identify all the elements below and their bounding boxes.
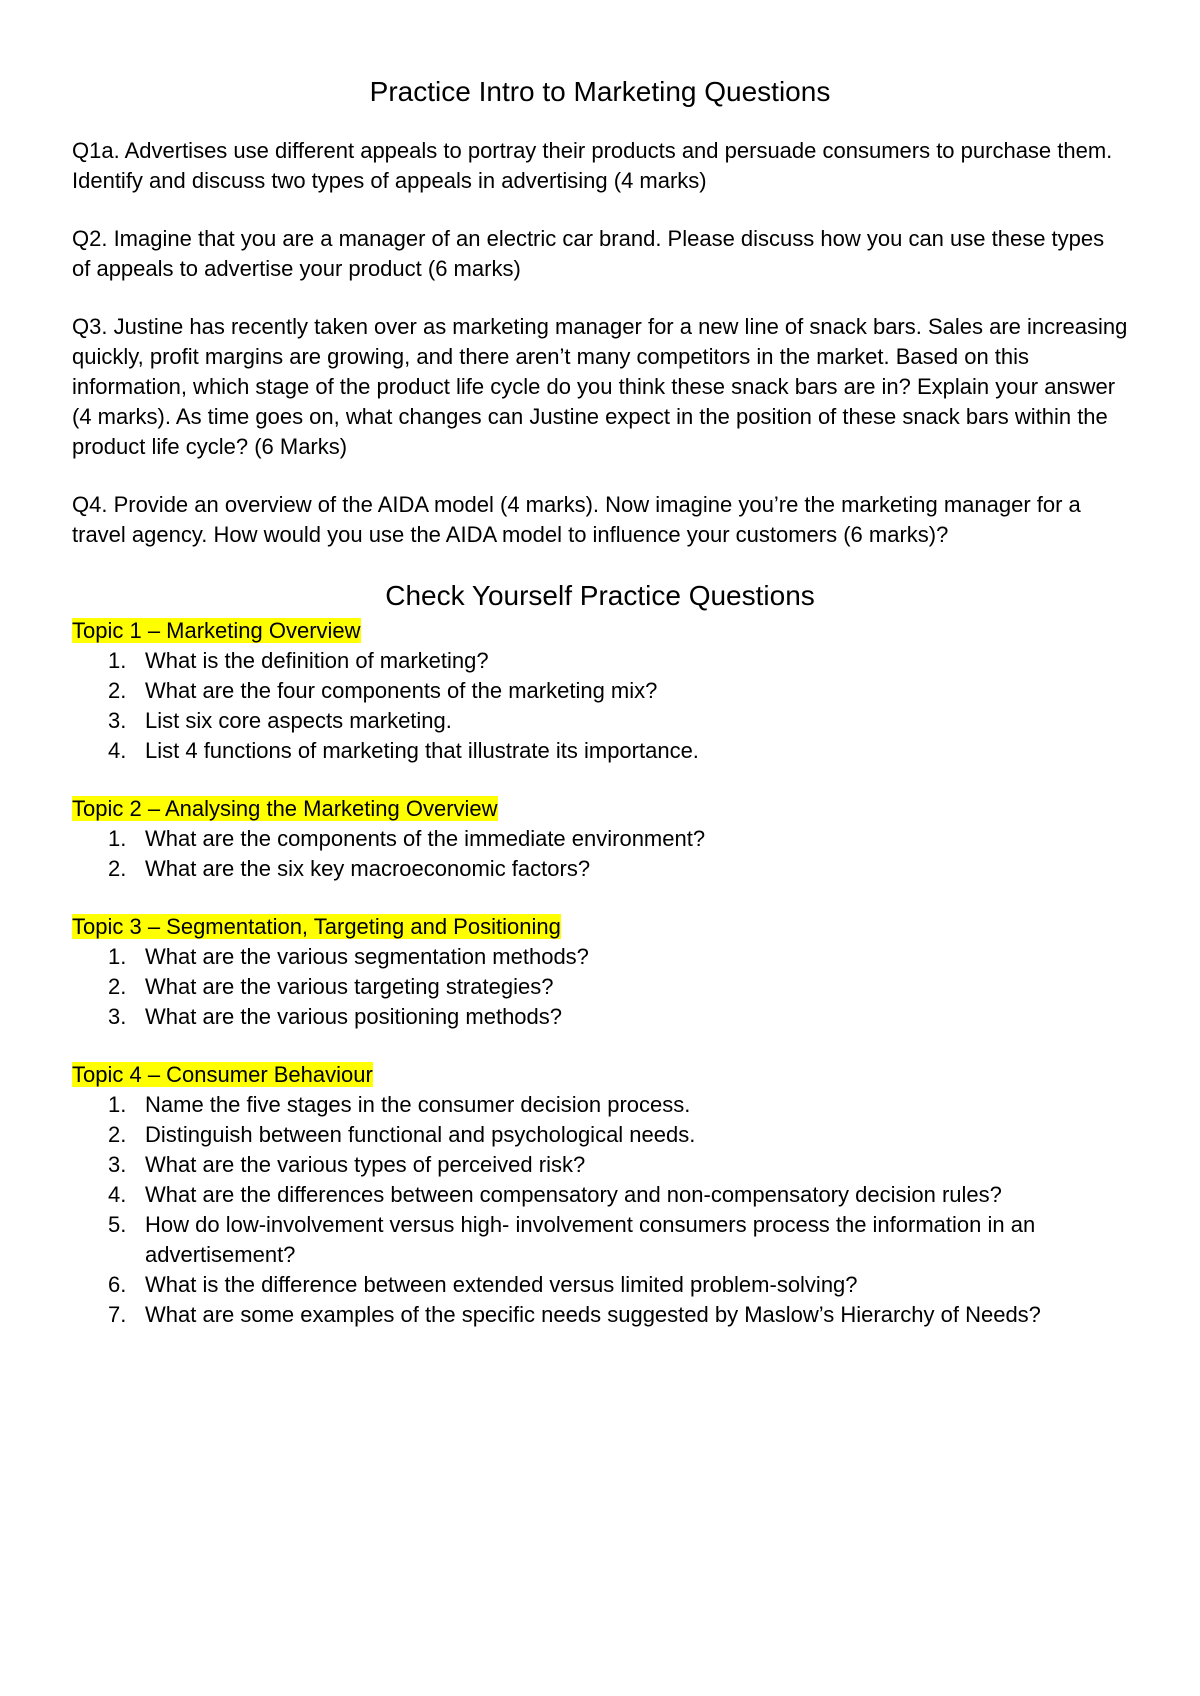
topic-3 bbox=[72, 912, 1128, 1032]
list-text: What are the various types of perceived risk? bbox=[145, 1152, 586, 1177]
list-text: What are some examples of the specific needs suggested by Maslow’s Hierarchy of Needs? bbox=[145, 1302, 1041, 1327]
question-q2: Q2. Imagine that you are a manager of an electric car brand. Please discuss how you can use these types of appeals to advertise your product (6 marks) bbox=[72, 226, 1105, 281]
list-number: 3. bbox=[108, 1152, 127, 1177]
list-number: 1. bbox=[108, 826, 127, 851]
topic-2 bbox=[72, 794, 1128, 884]
list-text: What is the difference between extended versus limited problem-solving? bbox=[145, 1272, 858, 1297]
list-text: List 4 functions of marketing that illustrate its importance. bbox=[145, 738, 699, 763]
list-number: 3. bbox=[108, 708, 127, 733]
topic-title bbox=[72, 616, 361, 646]
list-item bbox=[72, 972, 1128, 1002]
list-text: What are the various targeting strategies? bbox=[145, 974, 554, 999]
list-number: 1. bbox=[108, 944, 127, 969]
topic-title bbox=[72, 794, 498, 824]
list-item bbox=[72, 824, 1128, 854]
list-number: 2. bbox=[108, 678, 127, 703]
list-number: 2. bbox=[108, 974, 127, 999]
list-item bbox=[72, 1090, 1128, 1120]
list-number: 2. bbox=[108, 856, 127, 881]
list-text: What are the differences between compensatory and non-compensatory decision rules? bbox=[145, 1182, 1002, 1207]
list-number: 7. bbox=[108, 1302, 127, 1327]
list-item bbox=[72, 1180, 1128, 1210]
topic-4 bbox=[72, 1060, 1128, 1330]
question-q4: Q4. Provide an overview of the AIDA model (4 marks). Now imagine you’re the marketing manager for a travel agency. How would you use the AIDA model to influence your customers (6 marks)? bbox=[72, 492, 1081, 547]
topic-highlight: Topic 3 – Segmentation, Targeting and Positioning bbox=[72, 914, 561, 939]
list-number: 3. bbox=[108, 1004, 127, 1029]
list-text: What are the four components of the marketing mix? bbox=[145, 678, 658, 703]
list-text: What are the six key macroeconomic factors? bbox=[145, 856, 591, 881]
list-item bbox=[72, 854, 1128, 884]
list-number: 5. bbox=[108, 1212, 127, 1237]
list-text: Distinguish between functional and psychological needs. bbox=[145, 1122, 696, 1147]
topic-question-list bbox=[72, 646, 1128, 766]
topic-highlight: Topic 2 – Analysing the Marketing Overview bbox=[72, 796, 498, 821]
question-list bbox=[72, 136, 1128, 550]
topic-question-list bbox=[72, 942, 1128, 1032]
list-item bbox=[72, 1210, 1128, 1270]
list-item bbox=[72, 736, 1128, 766]
list-item bbox=[72, 706, 1128, 736]
list-number: 1. bbox=[108, 1092, 127, 1117]
list-item bbox=[72, 1270, 1128, 1300]
page-title: Practice Intro to Marketing Questions bbox=[369, 76, 831, 107]
list-item bbox=[72, 1300, 1128, 1330]
question-q3: Q3. Justine has recently taken over as marketing manager for a new line of snack bars. Sales are increasing quickly, profit margins are growing, and there aren’t many competitors in the market. Based on this information, which stage of the product life cycle do you think these snack bars are in? Explain your answer (4 marks). As time goes on, what changes can Justine expect in the position of these snack bars within the product life cycle? (6 Marks) bbox=[72, 314, 1128, 459]
list-number: 4. bbox=[108, 738, 127, 763]
list-text: List six core aspects marketing. bbox=[145, 708, 452, 733]
document-page bbox=[72, 74, 1128, 1358]
topic-title bbox=[72, 912, 561, 942]
topic-highlight: Topic 4 – Consumer Behaviour bbox=[72, 1062, 373, 1087]
list-item bbox=[72, 1120, 1128, 1150]
list-text: What is the definition of marketing? bbox=[145, 648, 489, 673]
topic-title bbox=[72, 1060, 373, 1090]
list-item bbox=[72, 646, 1128, 676]
topic-highlight: Topic 1 – Marketing Overview bbox=[72, 618, 361, 643]
list-number: 4. bbox=[108, 1182, 127, 1207]
list-item bbox=[72, 942, 1128, 972]
list-item bbox=[72, 676, 1128, 706]
topic-question-list bbox=[72, 1090, 1128, 1330]
list-text: How do low-involvement versus high- involvement consumers process the information in an advertisement? bbox=[145, 1212, 1036, 1267]
list-text: What are the components of the immediate environment? bbox=[145, 826, 706, 851]
list-text: What are the various positioning methods? bbox=[145, 1004, 563, 1029]
topic-1 bbox=[72, 616, 1128, 766]
question-q1a: Q1a. Advertises use different appeals to portray their products and persuade consumers to purchase them. Identify and discuss two types of appeals in advertising (4 marks) bbox=[72, 138, 1113, 193]
list-number: 2. bbox=[108, 1122, 127, 1147]
list-number: 1. bbox=[108, 648, 127, 673]
list-text: What are the various segmentation methods? bbox=[145, 944, 589, 969]
list-item bbox=[72, 1150, 1128, 1180]
check-yourself-title: Check Yourself Practice Questions bbox=[385, 580, 815, 611]
list-text: Name the five stages in the consumer decision process. bbox=[145, 1092, 691, 1117]
list-item bbox=[72, 1002, 1128, 1032]
topic-question-list bbox=[72, 824, 1128, 884]
list-number: 6. bbox=[108, 1272, 127, 1297]
